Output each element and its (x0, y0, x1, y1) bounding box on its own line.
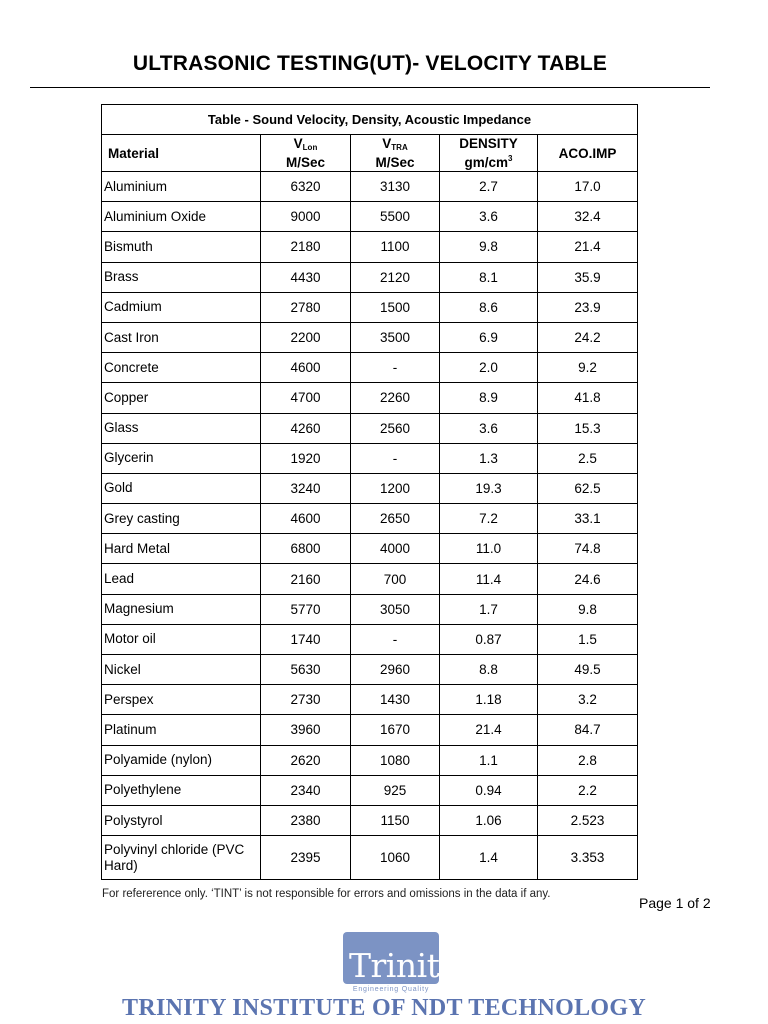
table-caption: Table - Sound Velocity, Density, Acoustic Impedance (102, 105, 638, 135)
cell-v-tra: 3130 (351, 172, 440, 202)
header-v-tra-symbol: V (382, 136, 392, 151)
cell-material: Concrete (102, 353, 261, 383)
page-title: ULTRASONIC TESTING(UT)- VELOCITY TABLE (132, 52, 608, 75)
cell-density: 3.6 (440, 413, 538, 443)
cell-v-tra: 925 (351, 775, 440, 805)
velocity-table (101, 104, 638, 880)
cell-density: 19.3 (440, 473, 538, 503)
cell-v-tra: 1150 (351, 805, 440, 835)
cell-v-tra: 2650 (351, 504, 440, 534)
header-v-lon-subscript: Lon (302, 143, 318, 152)
header-material: Material (102, 135, 261, 172)
cell-aco-imp: 2.2 (538, 775, 638, 805)
cell-density: 1.1 (440, 745, 538, 775)
cell-v-tra: - (351, 443, 440, 473)
cell-material: Polyvinyl chloride (PVC Hard) (102, 836, 261, 880)
cell-material: Brass (102, 262, 261, 292)
table-row (102, 172, 638, 202)
cell-aco-imp: 74.8 (538, 534, 638, 564)
table-row (102, 292, 638, 322)
table-row (102, 443, 638, 473)
cell-aco-imp: 1.5 (538, 624, 638, 654)
cell-material: Aluminium (102, 172, 261, 202)
cell-aco-imp: 84.7 (538, 715, 638, 745)
cell-v-tra: 1200 (351, 473, 440, 503)
table-row (102, 745, 638, 775)
cell-density: 2.0 (440, 353, 538, 383)
table-header-row (102, 135, 638, 172)
cell-v-lon: 2620 (261, 745, 351, 775)
cell-material: Motor oil (102, 624, 261, 654)
cell-v-tra: 2260 (351, 383, 440, 413)
table-row (102, 594, 638, 624)
cell-aco-imp: 23.9 (538, 292, 638, 322)
cell-density: 3.6 (440, 202, 538, 232)
cell-v-lon: 2780 (261, 292, 351, 322)
cell-v-tra: 1430 (351, 685, 440, 715)
cell-v-tra: 2960 (351, 655, 440, 685)
cell-aco-imp: 32.4 (538, 202, 638, 232)
cell-material: Polyamide (nylon) (102, 745, 261, 775)
cell-aco-imp: 17.0 (538, 172, 638, 202)
cell-density: 8.6 (440, 292, 538, 322)
cell-aco-imp: 24.2 (538, 322, 638, 352)
header-aco-imp: ACO.IMP (538, 135, 638, 172)
cell-aco-imp: 41.8 (538, 383, 638, 413)
cell-material: Grey casting (102, 504, 261, 534)
cell-density: 1.06 (440, 805, 538, 835)
cell-v-tra: - (351, 353, 440, 383)
cell-aco-imp: 3.353 (538, 836, 638, 880)
cell-v-lon: 2340 (261, 775, 351, 805)
trinity-logo (343, 932, 458, 994)
cell-aco-imp: 2.5 (538, 443, 638, 473)
header-density-unit: gm/cm (464, 155, 509, 170)
cell-v-lon: 4700 (261, 383, 351, 413)
table-row (102, 624, 638, 654)
cell-v-lon: 9000 (261, 202, 351, 232)
cell-v-lon: 2180 (261, 232, 351, 262)
table-row (102, 413, 638, 443)
cell-aco-imp: 2.8 (538, 745, 638, 775)
disclaimer-note: For refererence only. ‘TINT’ is not responsible for errors and omissions in the data if any. (102, 888, 551, 900)
header-v-lon-symbol: V (293, 136, 303, 151)
page-number: Page 1 of 2 (639, 895, 711, 911)
logo-wordmark: Trinity (349, 946, 458, 985)
cell-v-lon: 4600 (261, 504, 351, 534)
cell-material: Polystyrol (102, 805, 261, 835)
cell-material: Platinum (102, 715, 261, 745)
cell-v-tra: 3500 (351, 322, 440, 352)
cell-v-lon: 6800 (261, 534, 351, 564)
table-body (102, 172, 638, 880)
cell-v-lon: 2160 (261, 564, 351, 594)
table-row (102, 715, 638, 745)
cell-v-lon: 2395 (261, 836, 351, 880)
cell-aco-imp: 33.1 (538, 504, 638, 534)
cell-v-lon: 5630 (261, 655, 351, 685)
cell-density: 1.18 (440, 685, 538, 715)
cell-material: Polyethylene (102, 775, 261, 805)
cell-material: Gold (102, 473, 261, 503)
cell-material: Perspex (102, 685, 261, 715)
cell-density: 8.8 (440, 655, 538, 685)
cell-density: 8.1 (440, 262, 538, 292)
table-row (102, 564, 638, 594)
cell-aco-imp: 49.5 (538, 655, 638, 685)
header-density-label: DENSITY (459, 136, 518, 151)
cell-material: Copper (102, 383, 261, 413)
table-row (102, 655, 638, 685)
cell-density: 2.7 (440, 172, 538, 202)
header-v-lon-unit: M/Sec (285, 155, 326, 170)
cell-v-tra: 1060 (351, 836, 440, 880)
table-row (102, 202, 638, 232)
cell-density: 8.9 (440, 383, 538, 413)
cell-v-tra: 2560 (351, 413, 440, 443)
cell-v-lon: 5770 (261, 594, 351, 624)
cell-v-lon: 4600 (261, 353, 351, 383)
table-row (102, 775, 638, 805)
header-v-tra (351, 135, 440, 172)
cell-v-tra: 1080 (351, 745, 440, 775)
cell-v-lon: 2200 (261, 322, 351, 352)
cell-v-lon: 2380 (261, 805, 351, 835)
header-density (440, 135, 538, 172)
cell-v-tra: 2120 (351, 262, 440, 292)
cell-v-lon: 3960 (261, 715, 351, 745)
cell-v-tra: 1500 (351, 292, 440, 322)
cell-density: 11.0 (440, 534, 538, 564)
cell-v-tra: 5500 (351, 202, 440, 232)
cell-density: 7.2 (440, 504, 538, 534)
table-row (102, 685, 638, 715)
cell-density: 0.87 (440, 624, 538, 654)
cell-aco-imp: 3.2 (538, 685, 638, 715)
cell-density: 11.4 (440, 564, 538, 594)
table-row (102, 322, 638, 352)
cell-aco-imp: 2.523 (538, 805, 638, 835)
cell-aco-imp: 62.5 (538, 473, 638, 503)
table-row (102, 473, 638, 503)
cell-v-lon: 6320 (261, 172, 351, 202)
cell-material: Aluminium Oxide (102, 202, 261, 232)
cell-density: 1.4 (440, 836, 538, 880)
cell-density: 6.9 (440, 322, 538, 352)
cell-density: 0.94 (440, 775, 538, 805)
cell-density: 1.3 (440, 443, 538, 473)
table-row (102, 534, 638, 564)
header-v-tra-subscript: TRA (391, 143, 408, 152)
cell-aco-imp: 24.6 (538, 564, 638, 594)
cell-material: Bismuth (102, 232, 261, 262)
institute-name: TRINITY INSTITUTE OF NDT TECHNOLOGY (122, 995, 646, 1021)
cell-aco-imp: 9.2 (538, 353, 638, 383)
table-row (102, 805, 638, 835)
cell-v-lon: 1920 (261, 443, 351, 473)
cell-aco-imp: 35.9 (538, 262, 638, 292)
header-v-lon (261, 135, 351, 172)
cell-material: Magnesium (102, 594, 261, 624)
title-divider (30, 87, 710, 88)
cell-v-lon: 4260 (261, 413, 351, 443)
table-row (102, 383, 638, 413)
cell-density: 9.8 (440, 232, 538, 262)
table-row (102, 353, 638, 383)
cell-material: Glass (102, 413, 261, 443)
cell-density: 1.7 (440, 594, 538, 624)
logo-tagline: Engineering Quality (352, 986, 430, 993)
cell-aco-imp: 21.4 (538, 232, 638, 262)
cell-material: Cadmium (102, 292, 261, 322)
cell-material: Hard Metal (102, 534, 261, 564)
cell-material: Glycerin (102, 443, 261, 473)
header-density-exponent: 3 (508, 154, 513, 163)
table-row (102, 262, 638, 292)
cell-v-tra: 1670 (351, 715, 440, 745)
cell-density: 21.4 (440, 715, 538, 745)
cell-material: Nickel (102, 655, 261, 685)
table-row (102, 504, 638, 534)
cell-v-tra: 700 (351, 564, 440, 594)
table-row (102, 836, 638, 880)
cell-aco-imp: 9.8 (538, 594, 638, 624)
cell-material: Lead (102, 564, 261, 594)
cell-v-tra: 4000 (351, 534, 440, 564)
cell-v-tra: 1100 (351, 232, 440, 262)
header-v-tra-unit: M/Sec (375, 155, 415, 170)
cell-v-tra: 3050 (351, 594, 440, 624)
logo-badge (343, 932, 458, 985)
cell-v-lon: 1740 (261, 624, 351, 654)
cell-v-lon: 2730 (261, 685, 351, 715)
cell-aco-imp: 15.3 (538, 413, 638, 443)
cell-material: Cast Iron (102, 322, 261, 352)
table-caption-row (102, 105, 638, 135)
cell-v-tra: - (351, 624, 440, 654)
cell-v-lon: 4430 (261, 262, 351, 292)
table-row (102, 232, 638, 262)
cell-v-lon: 3240 (261, 473, 351, 503)
